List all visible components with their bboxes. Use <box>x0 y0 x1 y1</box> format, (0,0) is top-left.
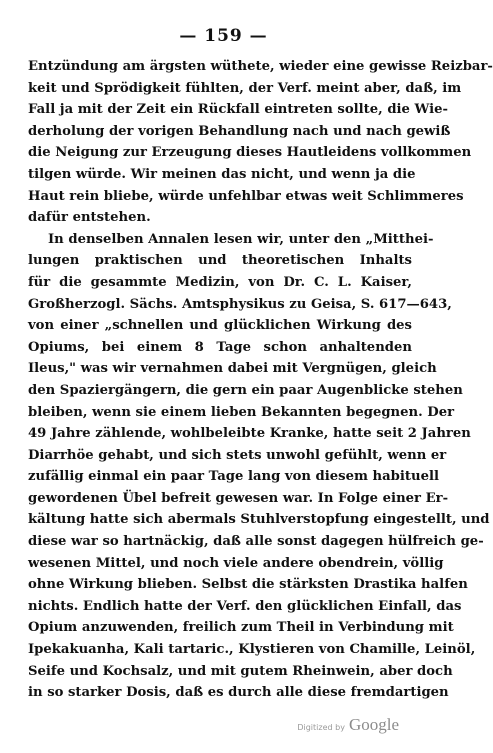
text-line: 49 Jahre zählende, wohlbeleibte Kranke, hatte seit 2 Jahren <box>28 426 471 442</box>
text-line: von einer „schnellen und glücklichen Wirkung des <box>28 318 412 334</box>
text-line: für die gesammte Medizin, von Dr. C. L. Kaiser, <box>28 274 412 290</box>
text-line: kältung hatte sich abermals Stuhlverstopfung eingestellt, und <box>28 512 490 528</box>
text-line: nichts. Endlich hatte der Verf. den glücklichen Einfall, das <box>28 598 462 614</box>
text-line: Fall ja mit der Zeit ein Rückfall eintreten sollte, die Wie- <box>28 102 448 118</box>
text-line: bleiben, wenn sie einem lieben Bekannten begegnen. Der <box>28 404 455 420</box>
text-line: keit und Sprödigkeit fühlten, der Verf. meint aber, daß, im <box>28 80 462 96</box>
text-line: In denselben Annalen lesen wir, unter den „Mitthei- <box>48 231 434 247</box>
digitization-watermark <box>297 715 399 735</box>
text-line: zufällig einmal ein paar Tage lang von diesem habituell <box>28 469 439 485</box>
text-line: dafür entstehen. <box>28 210 151 226</box>
digitized-by-label: Digitized by <box>297 723 345 732</box>
page-number: — 159 — <box>179 26 268 46</box>
text-line: Diarrhöe gehabt, und sich stets unwohl gefühlt, wenn er <box>28 447 447 463</box>
text-line: lungen praktischen und theoretischen Inhalts <box>28 253 412 269</box>
text-line: den Spaziergängern, die gern ein paar Augenblicke stehen <box>28 382 463 398</box>
text-line: Ipekakuanha, Kali tartaric., Klystieren von Chamille, Leinöl, <box>28 642 476 658</box>
text-line: Opiums, bei einem 8 Tage schon anhaltenden <box>28 339 412 355</box>
text-line: Entzündung am ärgsten wüthete, wieder eine gewisse Reizbar- <box>28 59 493 74</box>
body-text <box>28 56 493 704</box>
text-line: die Neigung zur Erzeugung dieses Hautleidens vollkommen <box>28 145 472 161</box>
text-line: in so starker Dosis, daß es durch alle diese fremdartigen <box>28 685 449 701</box>
text-line: Seife und Kochsalz, und mit gutem Rheinwein, aber doch <box>28 663 453 679</box>
text-line: derholung der vorigen Behandlung nach und nach gewiß <box>28 123 451 139</box>
text-line: gewordenen Übel befreit gewesen war. In Folge einer Er- <box>28 490 449 506</box>
text-line: diese war so hartnäckig, daß alle sonst dagegen hülfreich ge- <box>28 534 484 550</box>
text-line: Ileus," was wir vernahmen dabei mit Vergnügen, gleich <box>28 361 437 377</box>
text-line: tilgen würde. Wir meinen das nicht, und wenn ja die <box>28 166 416 182</box>
text-line: wesenen Mittel, und noch viele andere obendrein, völlig <box>28 555 444 571</box>
text-line: Großherzogl. Sächs. Amtsphysikus zu Geisa, S. 617—643, <box>28 296 452 312</box>
google-logo: Google <box>348 715 399 734</box>
text-line: Haut rein bliebe, würde unfehlbar etwas weit Schlimmeres <box>28 188 464 204</box>
text-line: Opium anzuwenden, freilich zum Theil in Verbindung mit <box>28 620 454 636</box>
text-line: ohne Wirkung blieben. Selbst die stärksten Drastika halfen <box>28 577 468 593</box>
